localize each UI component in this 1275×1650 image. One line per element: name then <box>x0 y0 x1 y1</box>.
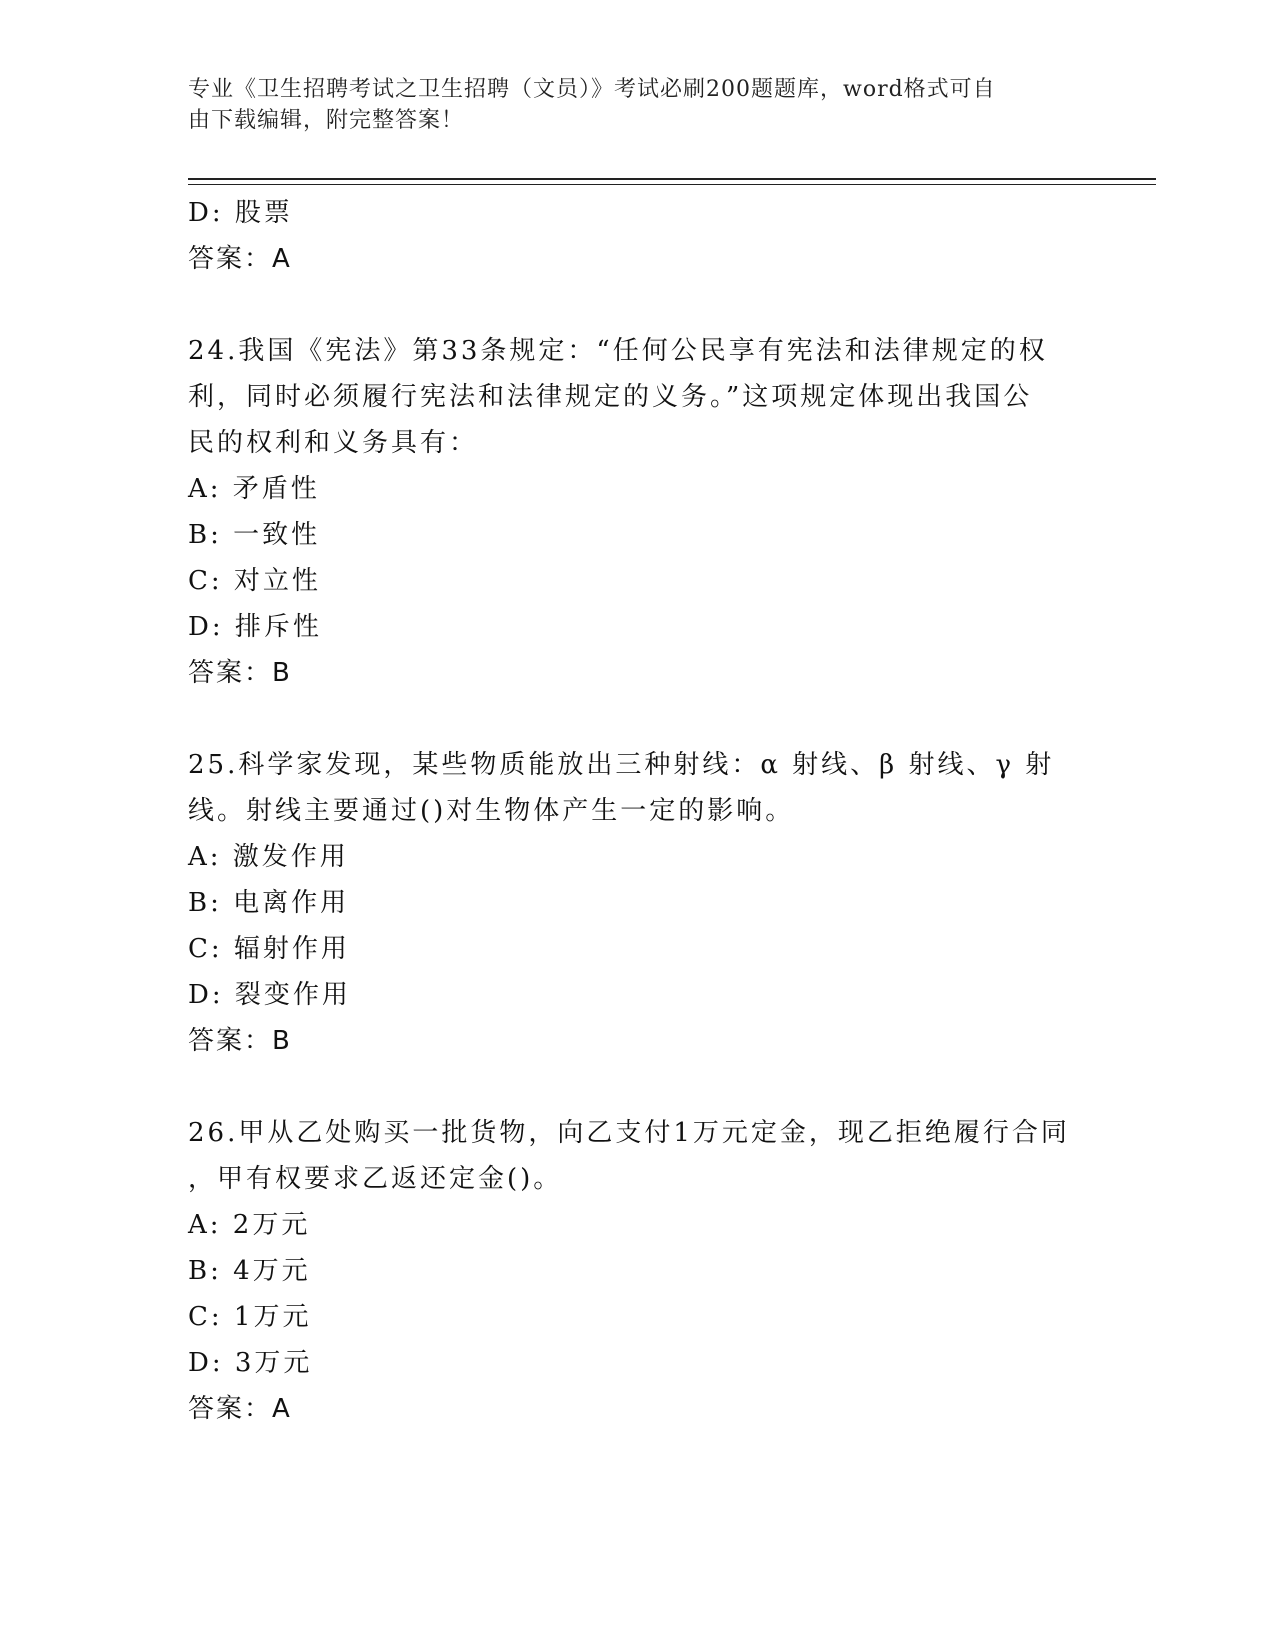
question-text-line: 民的权利和义务具有： <box>188 428 479 458</box>
header-line-2: 由下载编辑，附完整答案！ <box>188 108 465 133</box>
question-text-line: ，甲有权要求乙返还定金()。 <box>188 1164 563 1194</box>
option-line: B: 一致性 <box>188 520 321 550</box>
header-rule-thick <box>188 178 1156 180</box>
block-spacer <box>188 696 1088 742</box>
answer-line: 答案：B <box>188 658 292 688</box>
question-text-line: 线。射线主要通过()对生物体产生一定的影响。 <box>188 796 795 826</box>
block-spacer <box>188 282 1088 328</box>
header-rule-thin <box>188 184 1156 185</box>
option-line: C: 对立性 <box>188 566 321 596</box>
option-line: D: 股票 <box>188 198 293 228</box>
question-text-line: 26.甲从乙处购买一批货物，向乙支付1万元定金，现乙拒绝履行合同 <box>188 1118 1070 1148</box>
question-text-line: 25.科学家发现，某些物质能放出三种射线：α 射线、β 射线、γ 射 <box>188 750 1055 780</box>
option-line: D: 3万元 <box>188 1348 313 1378</box>
document-header <box>188 74 1088 136</box>
question-text-line: 利，同时必须履行宪法和法律规定的义务。”这项规定体现出我国公 <box>188 382 1033 412</box>
block-spacer <box>188 1064 1088 1110</box>
option-line: A: 激发作用 <box>188 842 349 872</box>
option-line: A: 2万元 <box>188 1210 311 1240</box>
answer-line: 答案：A <box>188 244 292 274</box>
option-line: A: 矛盾性 <box>188 474 320 504</box>
option-line: C: 辐射作用 <box>188 934 350 964</box>
answer-line: 答案：B <box>188 1026 292 1056</box>
option-line: D: 裂变作用 <box>188 980 351 1010</box>
answer-line: 答案：A <box>188 1394 292 1424</box>
header-line-1: 专业《卫生招聘考试之卫生招聘（文员）》考试必刷200题题库，word格式可自 <box>188 77 996 102</box>
option-line: D: 排斥性 <box>188 612 322 642</box>
option-line: C: 1万元 <box>188 1302 312 1332</box>
option-line: B: 电离作用 <box>188 888 350 918</box>
option-line: B: 4万元 <box>188 1256 311 1286</box>
question-list <box>188 190 1088 1432</box>
question-text-line: 24.我国《宪法》第33条规定：“任何公民享有宪法和法律规定的权 <box>188 336 1048 366</box>
